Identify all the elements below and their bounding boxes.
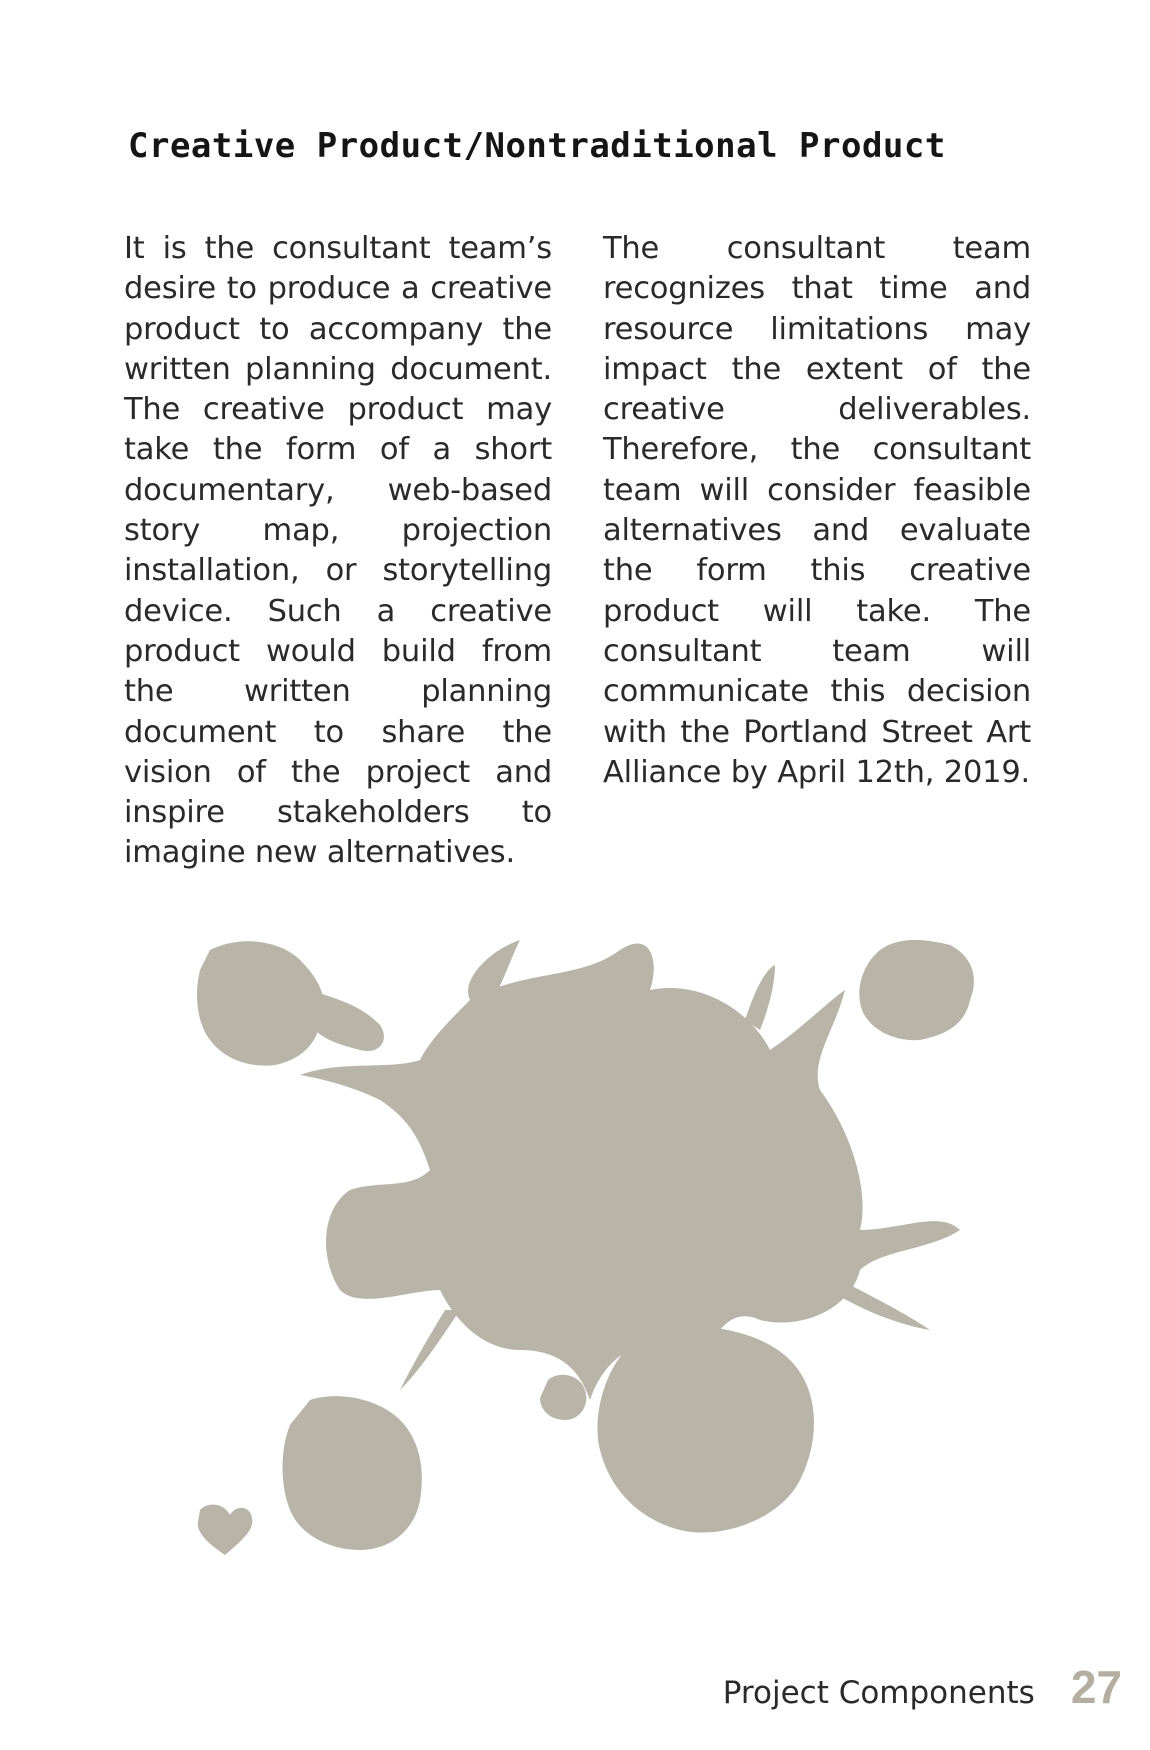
footer [723,1660,1122,1714]
paint-splatter-icon [0,930,1150,1650]
paragraph-left: It is the consultant team’s desire to produce a creative product to accompany the written planning document. The creative product may take the form of a short documentary, web-based story map, projection installation, or storytelling device. Such a creative product would build from the written planning document to share the vision of the project and inspire stakeholders to imagine new alternatives. [124,231,552,871]
paragraph-right: The consultant team recognizes that time and resource limitations may impact the extent of the creative deliverables. Therefore, the consultant team will consider feasible alternatives and evaluate the form this creative product will take. The consultant team will communicate this decision with the Portland Street Art Alliance by April 12th, 2019. [603,231,1031,790]
section-label: Project Components [722,1675,1035,1711]
page-number: 27 [1070,1661,1122,1713]
page-title: Creative Product/Nontraditional Product [128,126,946,166]
